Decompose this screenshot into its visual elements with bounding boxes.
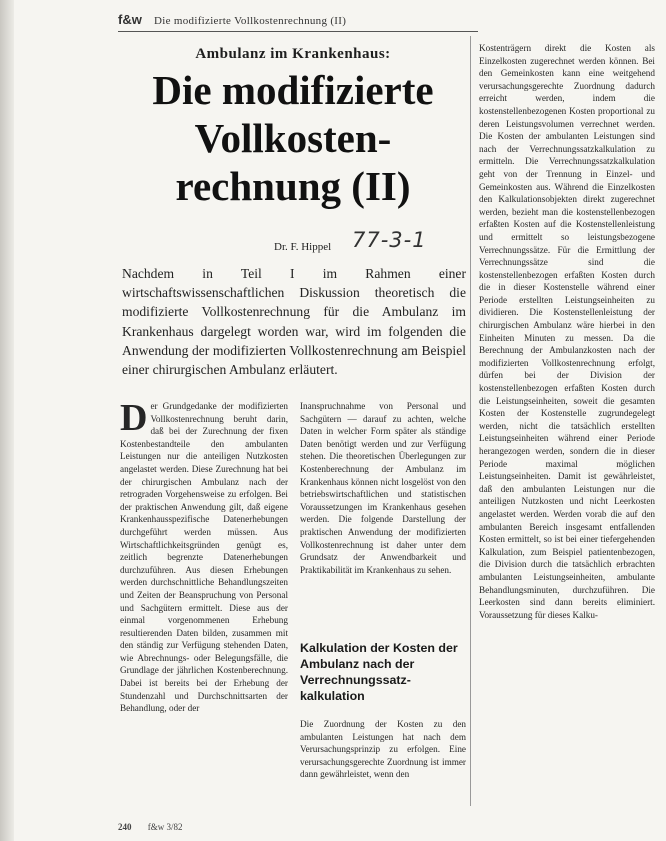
author-line: [232, 228, 458, 258]
body-column-left: [120, 397, 288, 715]
lead-paragraph: Nachdem in Teil I im Rahmen einer wirtschaftswissenschaftlichen Diskussion theoretisch die modifizierte Vollkostenrechnung für die Ambulanz im Krankenhaus dargelegt worden war, wird im folgenden die Anwendung der modifizierten Vollkostenrechnung am Beispiel einer chirurgischen Ambulanz erläutert.: [122, 266, 466, 378]
page-footer: [118, 822, 458, 832]
middle-column-text: Inanspruchnahme von Personal und Sachgütern — darauf zu achten, welche Daten in welcher Form später als ständige Daten benötigt werden und zur Verfügung stehen. Die theoretischen Überlegungen zur Kostenberechnung der Ambulanz im Krankenhaus können nicht losgelöst von den betriebswirtschaftlichen und statistischen Voraussetzungen im Krankenhaus gesehen werden. Die folgende Darstellung der praktischen Anwendung der modifizierten Vollkostenrechnung ist daher unter dem Grundsatz der Anwendbarkeit und Praktikabilität im Krankenhaus zu sehen.: [300, 401, 466, 575]
page-edge: [0, 0, 14, 841]
left-column-text: er Grundgedanke der modifizierten Vollkostenrechnung beruht darin, daß bei der Zurechnung der fixen Kostenbestandteile den ambulanten Leistungen nur die anteiligen Nutzkosten angelastet werden. Diese Zurechnung hat bei der chirurgischen Ambulanz nach der retrograden Vorgehensweise zu erfolgen. Bei der praktischen Anwendung gilt, daß eigene Krankenhausspezifische Datenerhebungen durchgeführt werden müssen. Aus Wirtschaftlichkeitsgründen genügt es, zeitlich begrenzte Datenerhebungen durchzuführen. Aus diesen Erhebungen werden durchschnittliche Behandlungszeiten und Zeiten der Beanspruchung von Personal und Sachgütern ermittelt. Diese aus der einmal vorgenommenen Erhebung resultierenden Daten bilden, zusammen mit den ständig zur Verfügung stehenden Daten, wie Abrechnungs- oder Belegungsfälle, die Grundlage der jährlichen Kostenberechnung. Dabei ist bereits bei der Erhebung der Stundenzahl und Durchschnittsarten der Behandlung, oder der: [120, 401, 288, 714]
middle-column-text-2: Die Zuordnung der Kosten zu den ambulanten Leistungen hat nach dem Verursachungsprinzip zu erfolgen. Eine verursachungsgerechte Zuordnung ist immer dann gewährleistet, wenn den: [300, 719, 466, 780]
handwritten-note: 77-3-1: [352, 228, 427, 252]
body-column-middle: [300, 400, 466, 576]
running-header: [118, 12, 658, 28]
title-line-3: rechnung (II): [175, 163, 411, 209]
title-line-1: Die modifizierte: [152, 67, 434, 113]
author-name: Dr. F. Hippel: [274, 241, 332, 253]
article-kicker: Ambulanz im Krankenhaus:: [195, 46, 391, 62]
drop-cap: D: [120, 397, 148, 439]
journal-logo: f&w: [118, 12, 142, 27]
right-column-text: Kostenträgern direkt die Kosten als Einzelkosten zugerechnet werden können. Bei den Gemeinkosten kann eine weitgehend verursachungsgerechte Zuordnung dadurch erreicht werden, indem die kostenstellenbezogenen Kosten proportional zu deren Leistungsvolumen verrechnet werden. Die Kosten der ambulanten Leistungen sind nach der Verrechnungssatzkalkulation zu ermitteln. Die Verrechnungssatzkalkulation geht von der Trennung in Einzel- und Gemeinkosten aus. Während die Einzelkosten den Kalkulationsobjekten direkt zugerechnet werden, bezieht man die kostenstellenbezogen erfaßten Kosten auf die Kostenstellenleistung und ermittelt so leistungsbezogene Verrechnungssätze. Für die Ermittlung der Verrechnungssätze sind die kostenstellenbezogen erfaßten Kosten durch die in dieser Kostenstelle während einer Periode erstellten Leistungseinheiten zu dividieren. Die Kostenstellenleistung der chirurgischen Ambulanz wäre hierbei in den Einheiten Minuten zu messen. Da die Berechnung der Ambulanzkosten nach der modifizierten Vollkostenrechnung erfolgt, dürfen bei der Division der kostenstellenbezogen erfaßten Kosten durch die Leistungseinheiten, soweit die gesamten Kosten der Kostenstelle zugrundegelegt werden, nicht die tatsächlich erstellten Leistungseinheiten während einer Periode herangezogen werden, sondern die in dieser Periode maximal möglichen Leistungseinheiten. Damit ist gewährleistet, daß den ambulanten Leistungen nur die anteiligen Nutzkosten und nicht Leerkosten angelastet werden. Werden vorab die auf den ambulanten Bereich insgesamt entfallenden Kosten ermittelt, so ist bei einer tiefergehenden Kalkulation, zum Beispiel patientenbezogen, die Division durch die tatsächlich erbrachten ambulanten Leistungseinheiten, ambulante Behandlungsminuten, durchzuführen. Die Leerkosten sind dann bereits eliminiert. Voraussetzung für dieses Kalku-: [479, 43, 655, 620]
column-divider: [470, 36, 471, 806]
body-column-middle-lower: [300, 718, 466, 781]
footer-source: f&w 3/82: [147, 822, 183, 832]
page-number: 240: [118, 822, 132, 832]
body-column-right: [479, 42, 655, 621]
header-rule: [118, 31, 478, 32]
running-title: Die modifizierte Vollkostenrechnung (II): [154, 15, 347, 27]
title-line-2: Vollkosten-: [194, 115, 392, 161]
section-subheading: Kalkulation der Kosten der Ambulanz nach der Verrechnungssatz-kalkulation: [300, 641, 458, 703]
article-title: [116, 66, 470, 210]
